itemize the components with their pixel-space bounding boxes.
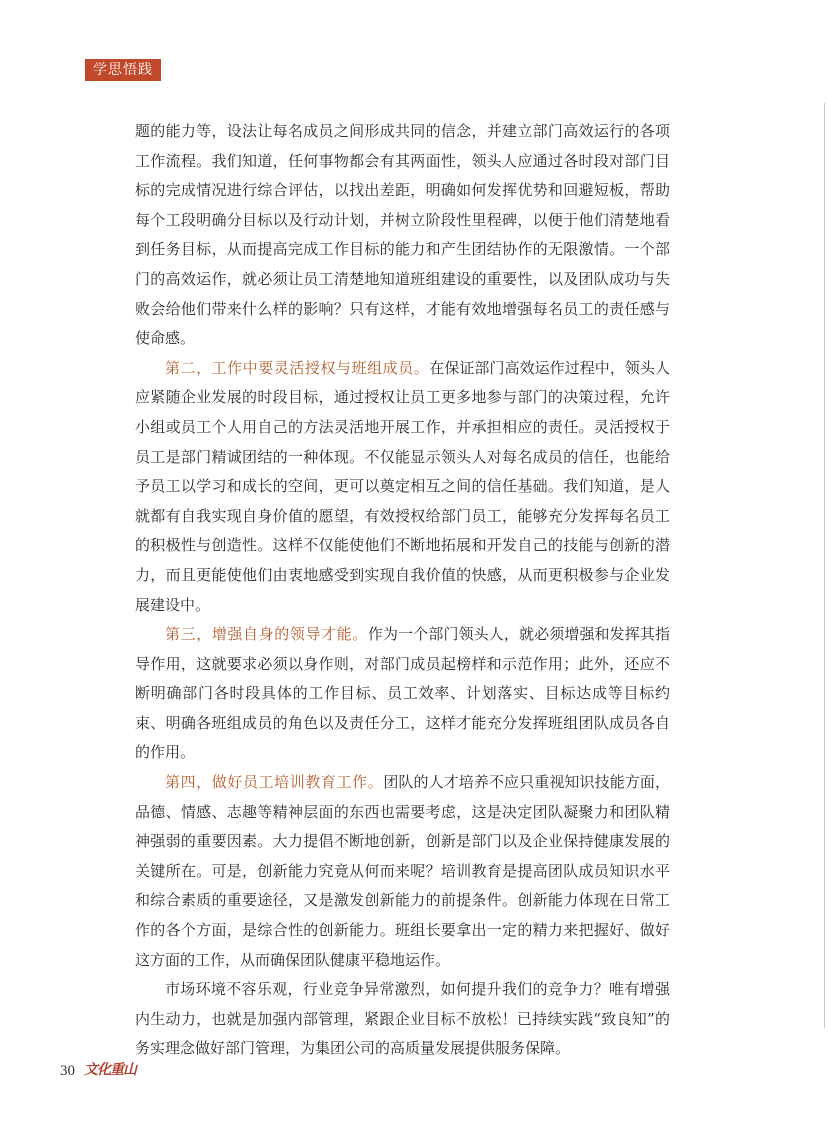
paragraph-body: 在保证部门高效运作过程中，领头人应紧随企业发展的时段目标，通过授权让员工更多地参与部门的决策过程，允许小组或员工个人用自己的方法灵活地开展工作，并承担相应的责任。灵活授权于员工是部门精诚团结的一种体现。不仅能显示领头人对每名成员的信任，也能给予员工以学习和成长的空间，更可以奠定相互之间的信任基础。我们知道，是人就都有自我实现自身价值的愿望，有效授权给部门员工，能够充分发挥每名员工的积极性与创造性。这样不仅能使他们不断地拓展和开发自己的技能与创新的潜力，而且更能使他们由衷地感受到实现自我价值的快感，从而更积极参与企业发展建设中。 — [135, 358, 670, 614]
paragraph-continuation: 题的能力等，设法让每名成员之间形成共同的信念，并建立部门高效运行的各项工作流程。我们知道，任何事物都会有其两面性，领头人应通过各时段对部门目标的完成情况进行综合评估，以找出差距，明确如何发挥优势和回避短板，帮助每个工段明确分目标以及行动计划，并树立阶段性里程碑，以便于他们清楚地看到任务目标，从而提高完成工作目标的能力和产生团结协作的无限激情。一个部门的高效运作，就必须让员工清楚地知道班组建设的重要性，以及团队成功与失败会给他们带来什么样的影响？只有这样，才能有效地增强每名员工的责任感与使命感。 — [135, 122, 670, 348]
paragraph-second-point — [135, 354, 670, 620]
article-body — [135, 117, 670, 1064]
section-tag: 学思悟践 — [85, 59, 161, 81]
subheading-third-point: 第三，增强自身的领导才能。 — [165, 625, 368, 644]
paragraph-conclusion: 市场环境不容乐观，行业竞争异常激烈，如何提升我们的竞争力？唯有增强内生动力，也就是加强内部管理，紧跟企业目标不放松！已持续实践“致良知”的务实理念做好部门管理，为集团公司的高质量发展提供服务保障。 — [135, 980, 670, 1058]
paragraph-fourth-point — [135, 768, 670, 975]
page-number: 30 — [60, 1063, 75, 1079]
magazine-logo: 文化重山 — [84, 1062, 136, 1078]
paragraph-body: 作为一个部门领头人，就必须增强和发挥其指导作用，这就要求必须以身作则，对部门成员起榜样和示范作用；此外，还应不断明确部门各时段具体的工作目标、员工效率、计划落实、目标达成等目标约束、明确各班组成员的角色以及责任分工，这样才能充分发挥班组团队成员各自的作用。 — [135, 625, 670, 762]
paragraph-body: 团队的人才培养不应只重视知识技能方面，品德、情感、志趣等精神层面的东西也需要考虑，这是决定团队凝聚力和团队精神强弱的重要因素。大力提倡不断地创新，创新是部门以及企业保持健康发展的关键所在。可是，创新能力究竟从何而来呢？培训教育是提高团队成员知识水平和综合素质的重要途径，又是激发创新能力的前提条件。创新能力体现在日常工作的各个方面，是综合性的创新能力。班组长要拿出一定的精力来把握好、做好这方面的工作，从而确保团队健康平稳地运作。 — [135, 773, 670, 969]
right-margin-rule — [824, 103, 825, 1028]
subheading-fourth-point: 第四，做好员工培训教育工作。 — [165, 773, 384, 792]
subheading-second-point: 第二，工作中要灵活授权与班组成员。 — [165, 358, 430, 377]
paragraph-third-point — [135, 620, 670, 768]
